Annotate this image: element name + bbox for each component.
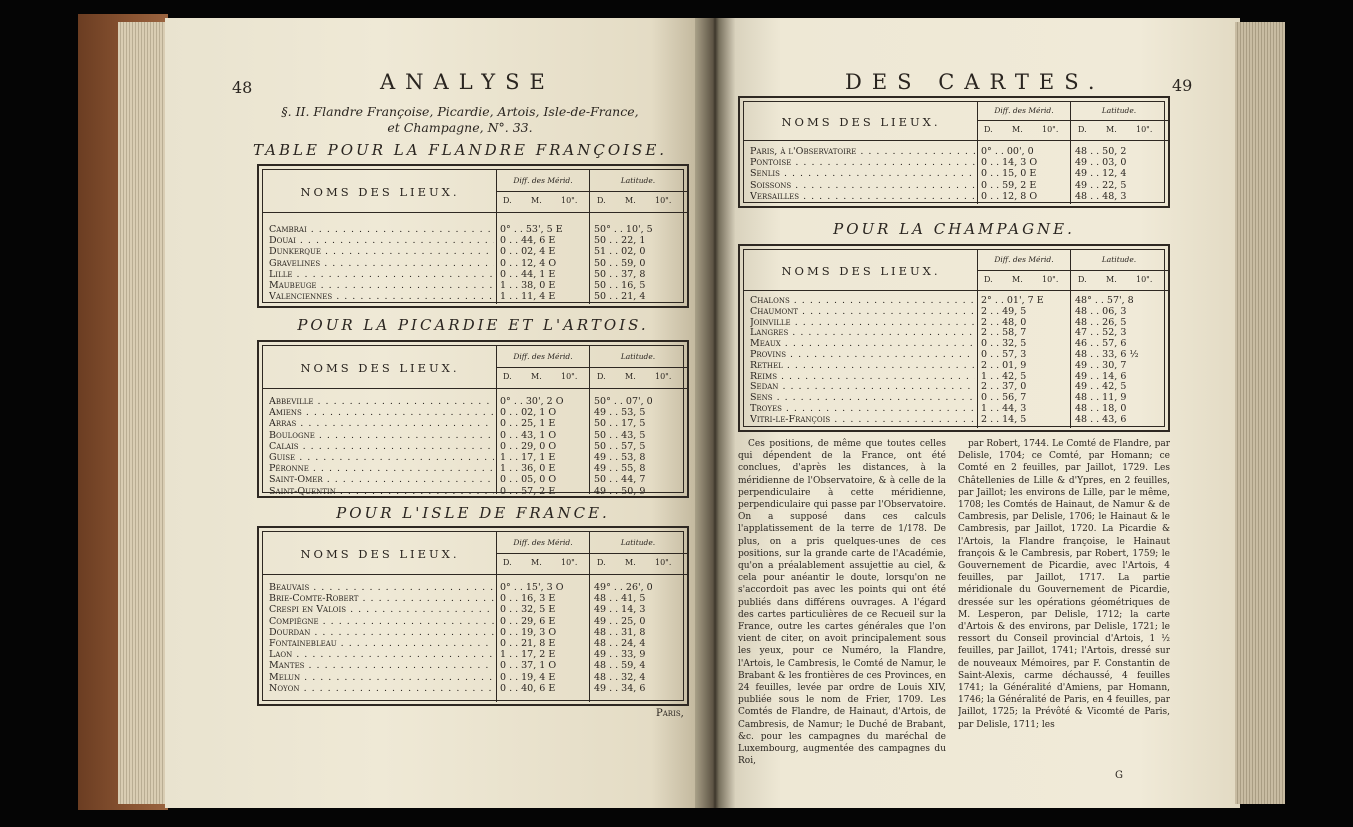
header-diff: Diff. des Mérid. <box>513 352 573 361</box>
header-lat: Latitude. <box>1101 106 1137 115</box>
table-row: Sedan . . . 2 . . 37, 0 49 . . 42, 5 <box>750 382 1139 393</box>
header-names: NOMS DES LIEUX. <box>781 115 941 129</box>
table-row: Mantes . . . 0 . . 37, 1 O 48 . . 59, 4 <box>269 660 653 671</box>
section-heading-2: et Champagne, N°. 33. <box>387 120 533 135</box>
header-s: 10". <box>561 196 578 205</box>
table-title-champagne: POUR LA CHAMPAGNE. <box>833 220 1075 238</box>
table-paris <box>738 96 1170 208</box>
header-names: NOMS DES LIEUX. <box>300 547 460 561</box>
header-d: D. <box>597 558 606 567</box>
book-gutter <box>695 18 735 808</box>
header-d: D. <box>1078 275 1087 284</box>
header-d: D. <box>503 196 512 205</box>
table-row: Guise . . . 1 . . 17, 1 E 49 . . 53, 8 <box>269 452 653 463</box>
text-column-2 <box>958 438 1170 768</box>
table-row: Valenciennes . . . 1 . . 11, 4 E 50 . . 21, 4 <box>269 291 653 302</box>
table-row: Melun . . . 0 . . 19, 4 E 48 . . 32, 4 <box>269 672 653 683</box>
header-names: NOMS DES LIEUX. <box>300 361 460 375</box>
header-s: 10". <box>655 196 672 205</box>
table-row: Sens . . . 0 . . 56, 7 48 . . 11, 9 <box>750 393 1139 404</box>
table-row: Maubeuge . . . 1 . . 38, 0 E 50 . . 16, 5 <box>269 280 653 291</box>
header-names: NOMS DES LIEUX. <box>781 264 941 278</box>
table-row: Dunkerque . . . 0 . . 02, 4 E 51 . . 02, 0 <box>269 246 653 257</box>
header-d: D. <box>597 196 606 205</box>
header-s: 10". <box>1042 125 1059 134</box>
header-m: M. <box>1012 275 1023 284</box>
table-row: Brie-Comte-Robert . . . 0 . . 16, 3 E 48 . . 41, 5 <box>269 593 653 604</box>
table-row: Pontoise . . . 0 . . 14, 3 O 49 . . 03, 0 <box>750 157 1126 168</box>
header-diff: Diff. des Mérid. <box>513 538 573 547</box>
table-title-isle: POUR L'ISLE DE FRANCE. <box>336 504 610 522</box>
header-m: M. <box>1012 125 1023 134</box>
table-title-picardie: POUR LA PICARDIE ET L'ARTOIS. <box>297 316 649 334</box>
header-d: D. <box>984 275 993 284</box>
table-row: Laon . . . 1 . . 17, 2 E 49 . . 33, 9 <box>269 649 653 660</box>
rows-flandre <box>269 224 653 302</box>
signature-mark: G <box>1115 770 1123 781</box>
header-d: D. <box>503 558 512 567</box>
table-title-flandre: TABLE POUR LA FLANDRE FRANÇOISE. <box>252 141 668 159</box>
table-row: Troyes . . . 1 . . 44, 3 48 . . 18, 0 <box>750 404 1139 415</box>
table-row: Dourdan . . . 0 . . 19, 3 O 48 . . 31, 8 <box>269 627 653 638</box>
header-s: 10". <box>1136 125 1153 134</box>
header-m: M. <box>1106 125 1117 134</box>
page-number-right: 49 <box>1172 76 1193 95</box>
table-row: Amiens . . . 0 . . 02, 1 O 49 . . 53, 5 <box>269 407 653 418</box>
table-row: Saint-Omer . . . 0 . . 05, 0 O 50 . . 44, 7 <box>269 474 653 485</box>
table-row: Versailles . . . 0 . . 12, 8 O 48 . . 48, 3 <box>750 191 1126 202</box>
header-m: M. <box>1106 275 1117 284</box>
header-diff: Diff. des Mérid. <box>994 255 1054 264</box>
header-lat: Latitude. <box>1101 255 1137 264</box>
table-row: Beauvais . . . 0° . . 15', 3 O 49° . . 26', 0 <box>269 582 653 593</box>
table-picardie <box>257 340 689 498</box>
header-m: M. <box>531 558 542 567</box>
page-number-left: 48 <box>232 78 253 97</box>
header-lat: Latitude. <box>620 352 656 361</box>
header-d: D. <box>503 372 512 381</box>
table-row: Meaux . . . 0 . . 32, 5 46 . . 57, 6 <box>750 339 1139 350</box>
table-row: Saint-Quentin . . . 0 . . 57, 2 E 49 . . 50, 9 <box>269 486 653 497</box>
table-row: Chaumont . . . 2 . . 49, 5 48 . . 06, 3 <box>750 307 1139 318</box>
paragraph: par Robert, 1744. Le Comté de Flandre, par Delisle, 1704; ce Comté, par Homann; ce Comté en 2 feuilles, par Jaillot, 1729. Les Châtellenies de Lille & d'Ypres, en 2 feuilles, par Jaillot; les environs de Lille, par le même, 1708; les Comtés de Hainaut, de Namur & de Cambresis, par Delisle, 1706; le Hainaut & le Cambresis, par Jaillot, 1720. La Picardie & l'Artois, la Flandre françoise, le Hainaut françois & le Cambresis, par Robert, 1759; le Gouvernement de Picardie, avec l'Artois, 4 feuilles, par Jaillot, 1717. La partie méridionale du Gouvernement de Picardie, dressée sur les opérations géométriques de M. Lesperon, par Delisle, 1712; la carte d'Artois & des environs, par Delisle, 1721; le ressort du Conseil provincial d'Artois, 1 ½ feuilles, par Jaillot, 1741; l'Artois, dressé sur de nouveaux Mémoires, par F. Constantin de Saint-Alexis, carme déchaussé, 4 feuilles 1741; la Généralité d'Amiens, par Homann, 1746; la Généralité de Paris, en 4 feuilles, par Jaillot, 1725; la Prévôté & Vicomté de Paris, par Delisle, 1711; les <box>958 439 1170 730</box>
table-row: Vitri-le-François . . . 2 . . 14, 5 48 . . 43, 6 <box>750 415 1139 426</box>
running-header-left: ANALYSE <box>380 70 555 94</box>
header-diff: Diff. des Mérid. <box>994 106 1054 115</box>
table-row: Fontainebleau . . . 0 . . 21, 8 E 48 . . 24, 4 <box>269 638 653 649</box>
table-row: Compiègne . . . 0 . . 29, 6 E 49 . . 25, 0 <box>269 616 653 627</box>
rows-picardie <box>269 396 653 497</box>
table-row: Noyon . . . 0 . . 40, 6 E 49 . . 34, 6 <box>269 683 653 694</box>
table-row: Soissons . . . 0 . . 59, 2 E 49 . . 22, 5 <box>750 180 1126 191</box>
header-m: M. <box>625 558 636 567</box>
rows-isle <box>269 582 653 694</box>
header-s: 10". <box>561 558 578 567</box>
header-m: M. <box>531 372 542 381</box>
table-row: Reims . . . 1 . . 42, 5 49 . . 14, 6 <box>750 372 1139 383</box>
table-row: Calais . . . 0 . . 29, 0 O 50 . . 57, 5 <box>269 441 653 452</box>
table-row: Gravelines . . . 0 . . 12, 4 O 50 . . 59, 0 <box>269 258 653 269</box>
header-m: M. <box>531 196 542 205</box>
header-d: D. <box>1078 125 1087 134</box>
catchword: Paris, <box>656 708 684 719</box>
table-flandre <box>257 164 689 308</box>
header-s: 10". <box>655 372 672 381</box>
table-row: Crespi en Valois . . . 0 . . 32, 5 E 49 . . 14, 3 <box>269 604 653 615</box>
table-row: Cambrai . . . 0° . . 53', 5 E 50° . . 10', 5 <box>269 224 653 235</box>
header-diff: Diff. des Mérid. <box>513 176 573 185</box>
table-row: Lille . . . 0 . . 44, 1 E 50 . . 37, 8 <box>269 269 653 280</box>
rows-champagne <box>750 296 1139 426</box>
page-edges-right <box>1235 22 1285 804</box>
table-row: Langres . . . 2 . . 58, 7 47 . . 52, 3 <box>750 328 1139 339</box>
header-s: 10". <box>1136 275 1153 284</box>
page-edges-left <box>118 22 170 804</box>
table-row: Senlis . . . 0 . . 15, 0 E 49 . . 12, 4 <box>750 168 1126 179</box>
header-m: M. <box>625 196 636 205</box>
header-lat: Latitude. <box>620 538 656 547</box>
header-d: D. <box>984 125 993 134</box>
table-row: Péronne . . . 1 . . 36, 0 E 49 . . 55, 8 <box>269 463 653 474</box>
table-row: Joinville . . . 2 . . 48, 0 48 . . 26, 5 <box>750 318 1139 329</box>
text-column-1 <box>738 438 946 768</box>
header-names: NOMS DES LIEUX. <box>300 185 460 199</box>
paragraph: Ces positions, de même que toutes celles qui dépendent de la France, ont été conclues, d'après les distances, à la méridienne de l'Observatoire, & à celle de la perpendiculaire à cette méridienne, perpendiculaire qui passe par l'Observatoire. On a supposé dans ces calculs l'applatissement de la terre de 1/178. De plus, on a pris quelques-unes de ces positions, sur la grande carte de l'Académie, qu'on a préalablement assujettie au ciel, & cela pour anéantir le doute, lorsqu'on ne s'accordoit pas avec les points qui ont été publiés dans différens ouvrages. A l'égard des cartes particulières de ce Recueil sur la France, outre les cartes générales que l'on vient de citer, on avoit principalement sous les yeux, pour ce Numéro, la Flandre, l'Artois, le Cambresis, le Comté de Namur, le Brabant & les frontières de ces Provinces, en 24 feuilles, levée par ordre de Louis XIV, publiée sous le nom de Frier, 1709. Les Comtés de Flandre, de Hainaut, d'Artois, de Cambresis, de Namur; le Duché de Brabant, &c. pour les campagnes du maréchal de Luxembourg, augmentée des campagnes du Roi, <box>738 439 946 767</box>
table-row: Provins . . . 0 . . 57, 3 48 . . 33, 6 ½ <box>750 350 1139 361</box>
section-heading: §. II. Flandre Françoise, Picardie, Artois, Isle-de-France, <box>281 104 639 119</box>
table-row: Arras . . . 0 . . 25, 1 E 50 . . 17, 5 <box>269 418 653 429</box>
rows-paris <box>750 146 1126 202</box>
header-s: 10". <box>655 558 672 567</box>
table-row: Chalons . . . 2° . . 01', 7 E 48° . . 57', 8 <box>750 296 1139 307</box>
running-header-right: DES CARTES. <box>845 70 1105 94</box>
table-champagne <box>738 244 1170 432</box>
header-d: D. <box>597 372 606 381</box>
table-row: Paris, à l'Observatoire . . . 0° . . 00', 0 48 . . 50, 2 <box>750 146 1126 157</box>
table-row: Rethel . . . 2 . . 01, 9 49 . . 30, 7 <box>750 361 1139 372</box>
header-m: M. <box>625 372 636 381</box>
header-lat: Latitude. <box>620 176 656 185</box>
table-row: Douai . . . 0 . . 44, 6 E 50 . . 22, 1 <box>269 235 653 246</box>
table-isle-de-france <box>257 526 689 706</box>
table-row: Abbeville . . . 0° . . 30', 2 O 50° . . 07', 0 <box>269 396 653 407</box>
table-row: Boulogne . . . 0 . . 43, 1 O 50 . . 43, 5 <box>269 430 653 441</box>
header-s: 10". <box>561 372 578 381</box>
header-s: 10". <box>1042 275 1059 284</box>
